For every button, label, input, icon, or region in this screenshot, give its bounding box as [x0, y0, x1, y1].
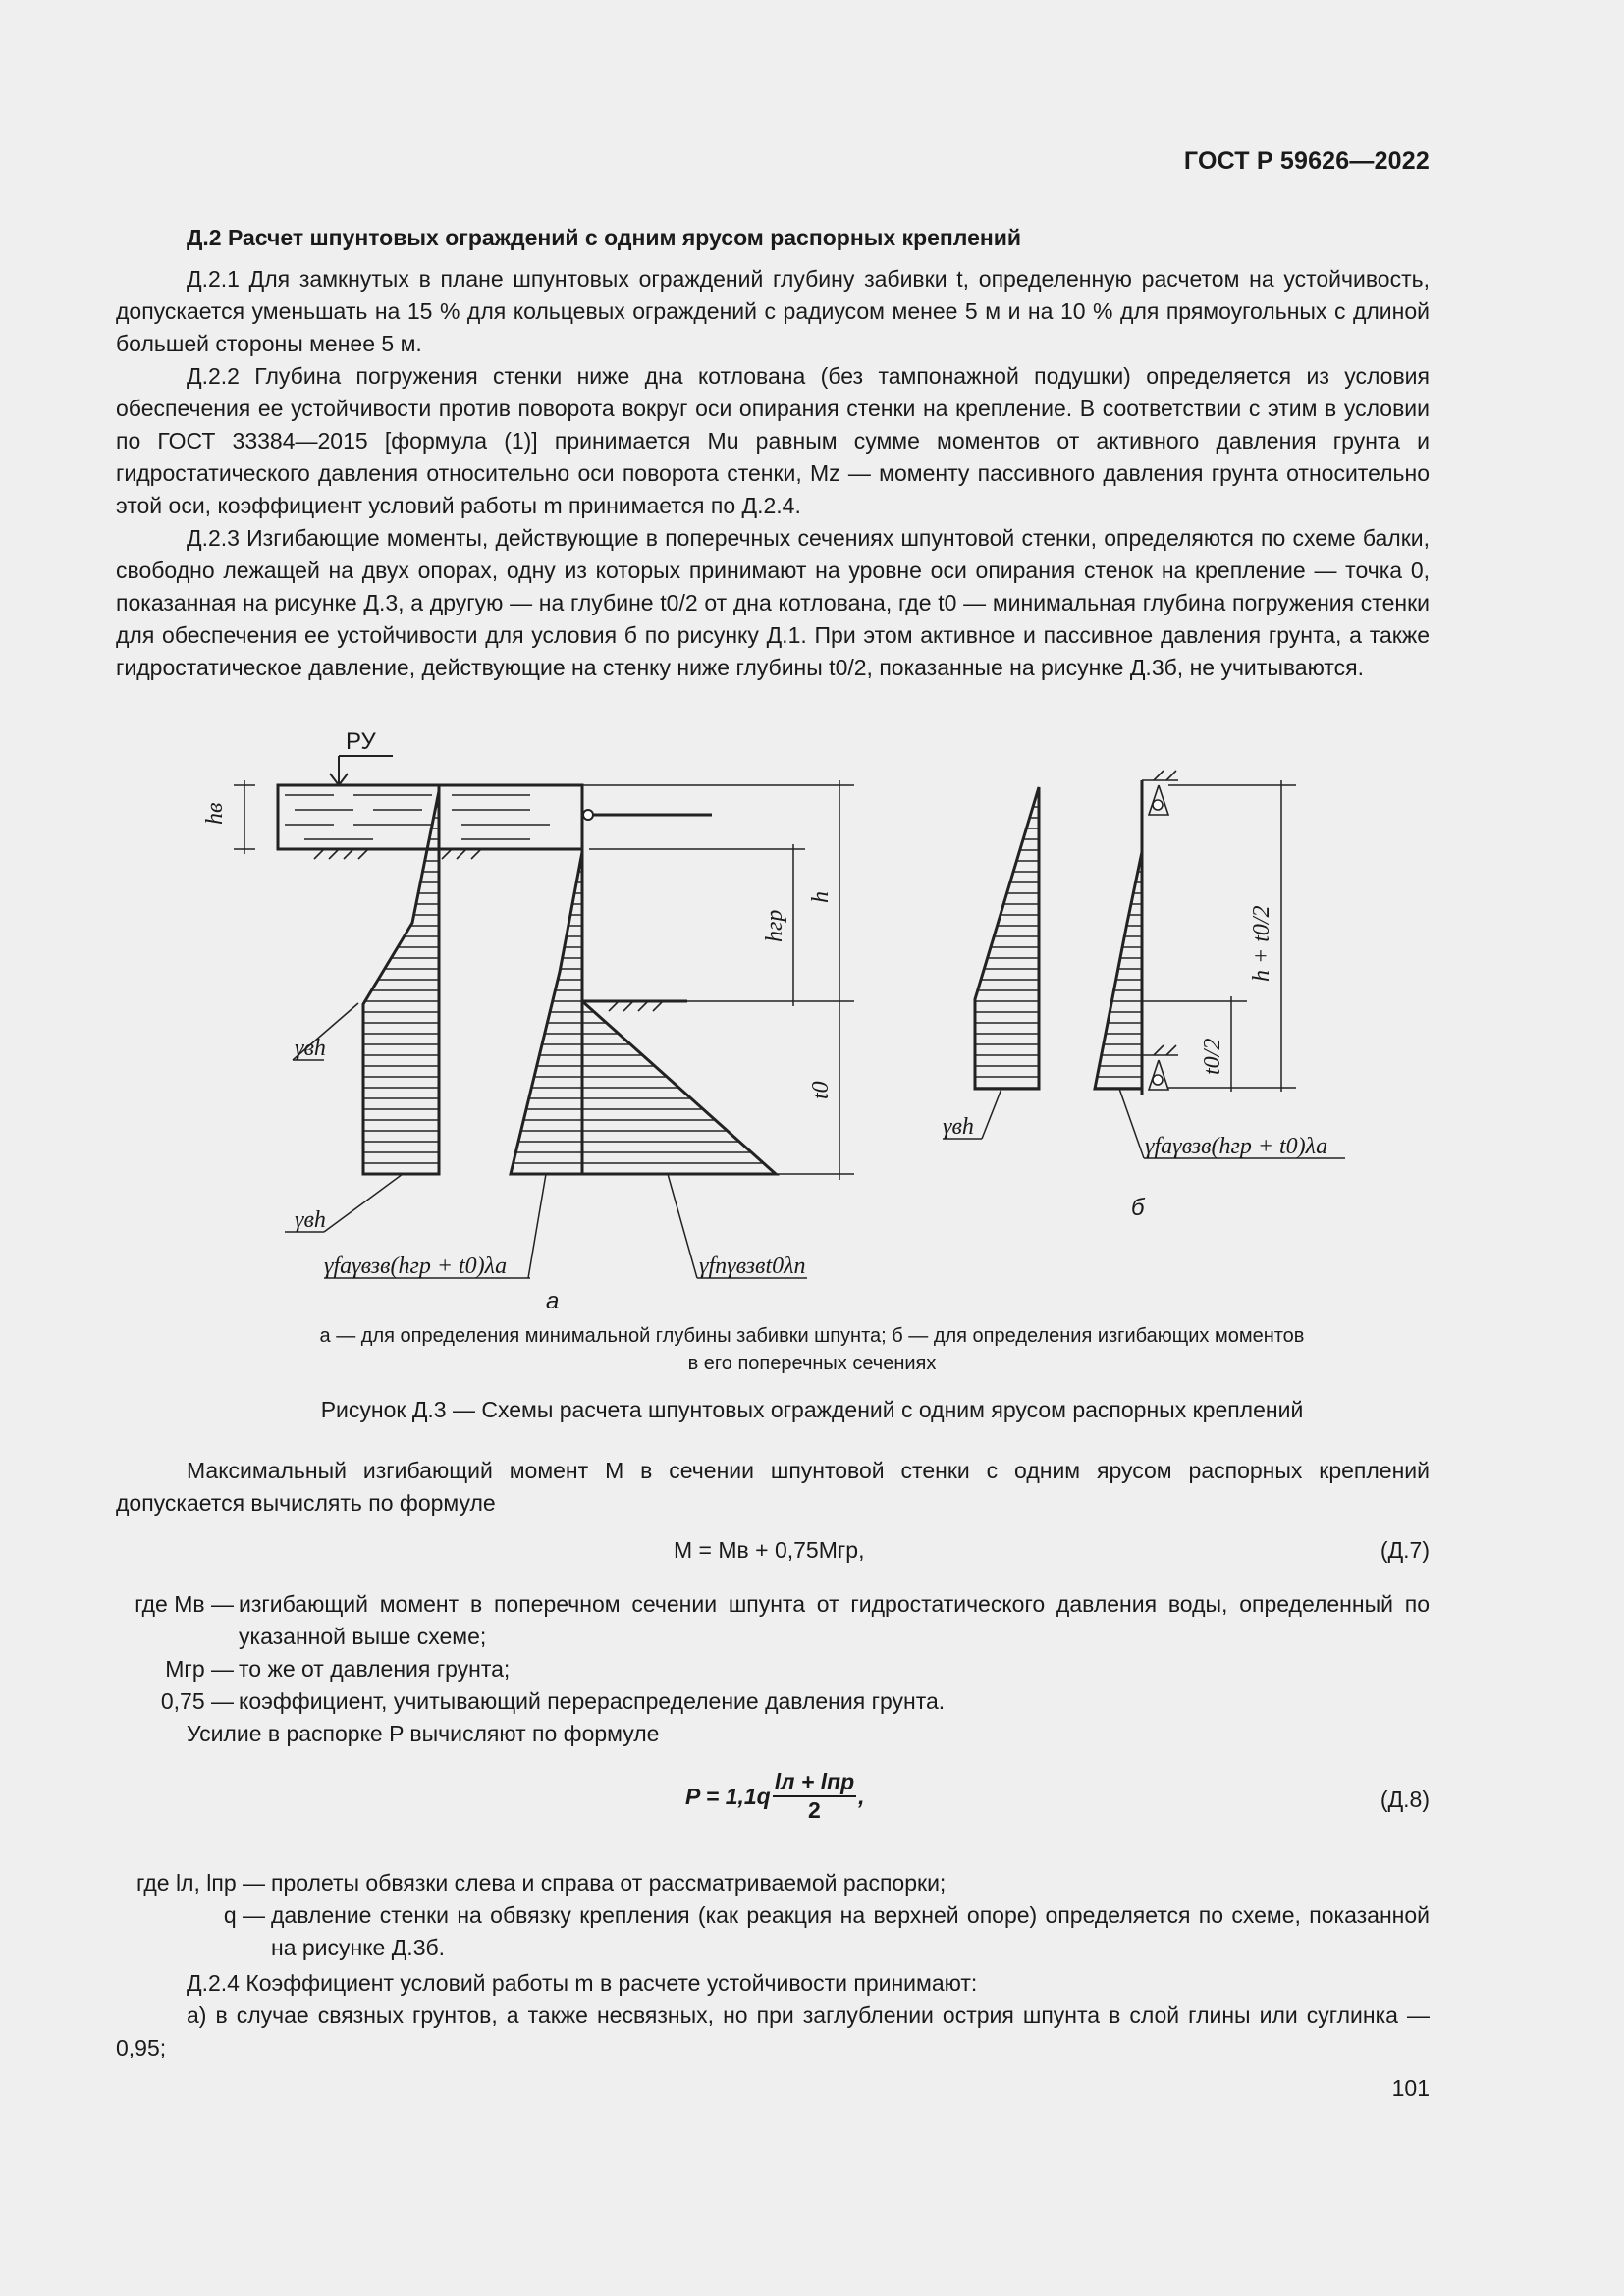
label-t0: t0 [808, 1081, 834, 1099]
section-title: Д.2 Расчет шпунтовых ограждений с одним ярусом распорных креплений [187, 225, 1022, 250]
label-hgr: hгр [762, 909, 787, 942]
label-en: γfnγвзвt0λn [699, 1254, 806, 1279]
formula-d7: M = Mв + 0,75Mгр, [674, 1537, 865, 1563]
paragraph-d-2-4: Д.2.4 Коэффициент условий работы m в расчете устойчивости принимают: [187, 1970, 978, 1996]
label-hv: hв [202, 802, 228, 825]
paragraphs-block-3 [116, 1718, 1430, 1750]
paragraph-d-2-2: Д.2.2 Глубина погружения стенки ниже дна котлована (без тампонажной подушки) определяется из условия обеспечения ее устойчивости против поворота вокруг оси опирания стенки на крепление. В соответствии с этим в условии по ГОСТ 33384—2015 [формула (1)] принимается Mu равным сумме моментов от активного давления грунта и гидростатического давления относительно оси поворота стенки, Mz — моменту пассивного давления грунта относительно этой оси, коэффициент условий работы m принимается по Д.2.4. [116, 363, 1430, 518]
paragraph-max-moment: Максимальный изгибающий момент M в сечении шпунтовой стенки с одним ярусом распорных креплений допускается вычислять по формуле [116, 1458, 1430, 1516]
figure-note-line-1: а — для определения минимальной глубины забивки шпунта; б — для определения изгибающих моментов [319, 1325, 1305, 1347]
figure-caption: Рисунок Д.3 — Схемы расчета шпунтовых ограждений с одним ярусом распорных креплений [320, 1397, 1304, 1422]
label-gamma-v-h-2: γвh [295, 1207, 326, 1233]
paragraphs-block-4 [116, 1967, 1430, 2064]
formula-d7-number: (Д.7) [1380, 1537, 1430, 1563]
paragraph-d-2-3: Д.2.3 Изгибающие моменты, действующие в поперечных сечениях шпунтовой стенки, определяются по схеме балки, свободно лежащей на двух опорах, одну из которых принимают на уровне оси опирания стенок на крепление — точка 0, показанная на рисунке Д.3, а другую — на глубине t0/2 от дна котлована, где t0 — минимальная глубина погружения стенки для обеспечения ее устойчивости для условия б по рисунку Д.1. При этом активное и пассивное давления грунта, а также гидростатическое давление, действующие на стенку ниже глубины t0/2, показанные на рисунке Д.3б, не учитываются. [116, 525, 1430, 680]
paragraphs-block-2 [116, 1455, 1430, 1520]
document-header: ГОСТ Р 59626—2022 [1183, 147, 1430, 175]
formula-d8-number: (Д.8) [1380, 1787, 1430, 1812]
figure-note [0, 1322, 1624, 1377]
figure-note-line-2: в его поперечных сечениях [687, 1353, 937, 1374]
label-h: h [808, 891, 834, 903]
paragraphs-block-1 [116, 263, 1430, 684]
label-gamma-v-h-3: γвh [943, 1114, 974, 1140]
label-ru: РУ [346, 728, 376, 755]
page-number: 101 [1391, 2075, 1430, 2101]
label-t0-half: t0/2 [1200, 1038, 1225, 1075]
label-ea2: γfaγвзв(hгр + t0)λa [1145, 1134, 1328, 1159]
paragraph-d-2-4-a: а) в случае связных грунтов, а также несвязных, но при заглублении острия шпунта в слой глины или суглинка — 0,95; [116, 2002, 1430, 2060]
figure-d3 [0, 726, 1624, 1404]
paragraph-d-2-1: Д.2.1 Для замкнутых в плане шпунтовых ограждений глубину забивки t, определенную расчетом на устойчивость, допускается уменьшать на 15 % для кольцевых ограждений с радиусом менее 5 м и на 10 % для прямоугольных с длиной большей стороны менее 5 м. [116, 266, 1430, 356]
label-ea: γfaγвзв(hгр + t0)λa [324, 1254, 508, 1279]
label-h-t0-half: h + t0/2 [1249, 905, 1274, 982]
label-sub-a: а [546, 1288, 560, 1314]
paragraph-force: Усилие в распорке P вычисляют по формуле [187, 1721, 660, 1746]
label-sub-b: б [1131, 1195, 1145, 1221]
formula-d8: P = 1,1q lл + lпр 2 , [685, 1769, 865, 1823]
figure-diagram [0, 726, 1624, 1404]
document-page: ГОСТ Р 59626—2022 Д.2 Расчет шпунтовых ограждений с одним ярусом распорных креплений Д.2.1 Для замкнутых в плане шпунтовых ограждений глубину забивки t, определенную расчетом на устойчивость, допускается уменьшать на 15 % для кольцевых ограждений с радиусом менее 5 м и на 10 % для прямоугольных с длиной большей стороны менее 5 м. Д.2.2 Глубина погружения стенки ниже дна котлована (без тампонажной подушки) определяется из условия обеспечения ее устойчивости против поворота вокруг оси опирания стенки на крепление. В соответствии с этим в условии по ГОСТ 33384—2015 [формула (1)] принимается Mu равным сумме моментов от активного давления грунта и гидростатического давления относительно оси поворота стенки, Mz — моменту пассивного давления грунта относительно этой оси, коэффициент условий работы m принимается по Д.2.4. Д.2.3 Изгибающие моменты, действующие в поперечных сечениях шпунтовой стенки, определяются по схеме балки, свободно лежащей на двух опорах, одну из которых принимают на уровне оси опирания стенок на крепление — точка 0, показанная на рисунке Д.3, а другую — на глубине t0/2 от дна котлована, где t0 — минимальная глубина погружения стенки для обеспечения ее устойчивости для условия б по рисунку Д.1. При этом активное и пассивное давления грунта, а также гидростатическое давление, действующие на стенку ниже глубины t0/2, показанные на рисунке Д.3б, не учитываются. РУ hв hгр h t0 γвh γвh γfaγвзв(hгр + t0)λa γfnγвзвt0λn γвh γfaγвзв(hгр + t0)λa h + t0/2 t0/2 а б а — для определения минимальной глубины забивки шпунта; б — для определения изгибающих моментов в его поперечных сечениях Рисунок Д.3 — Схемы расчета шпунтовых ограждений с одним ярусом распорных креплений Максимальный изгибающий момент M в сечении шпунтовой стенки с одним ярусом распорных креплений допускается вычислять по формуле M = Mв + 0,75Mгр, (Д.7) где Mв — изгибающий момент в поперечном сечении шпунта от гидростатического давления воды, определенный по указанной выше схеме; Mгр — то же от давления грунта; 0,75 — коэффициент, учитывающий перераспределение давления грунта. Усилие в распорке P вычисляют по формуле P = 1,1q lл + lпр 2 , (Д.8) где lл, lпр — пролеты обвязки слева и справа от рассматриваемой распорки; q — давление стенки на обвязку крепления (как реакция на верхней опоре) определяется по схеме, показанной на рисунке Д.3б. Д.2.4 Коэффициент условий работы m в расчете устойчивости принимают: а) в случае связных грунтов, а также несвязных, но при заглублении острия шпунта в слой глины или суглинка — 0,95; 101 [0, 0, 1624, 2296]
label-gamma-v-h-1: γвh [295, 1036, 326, 1061]
